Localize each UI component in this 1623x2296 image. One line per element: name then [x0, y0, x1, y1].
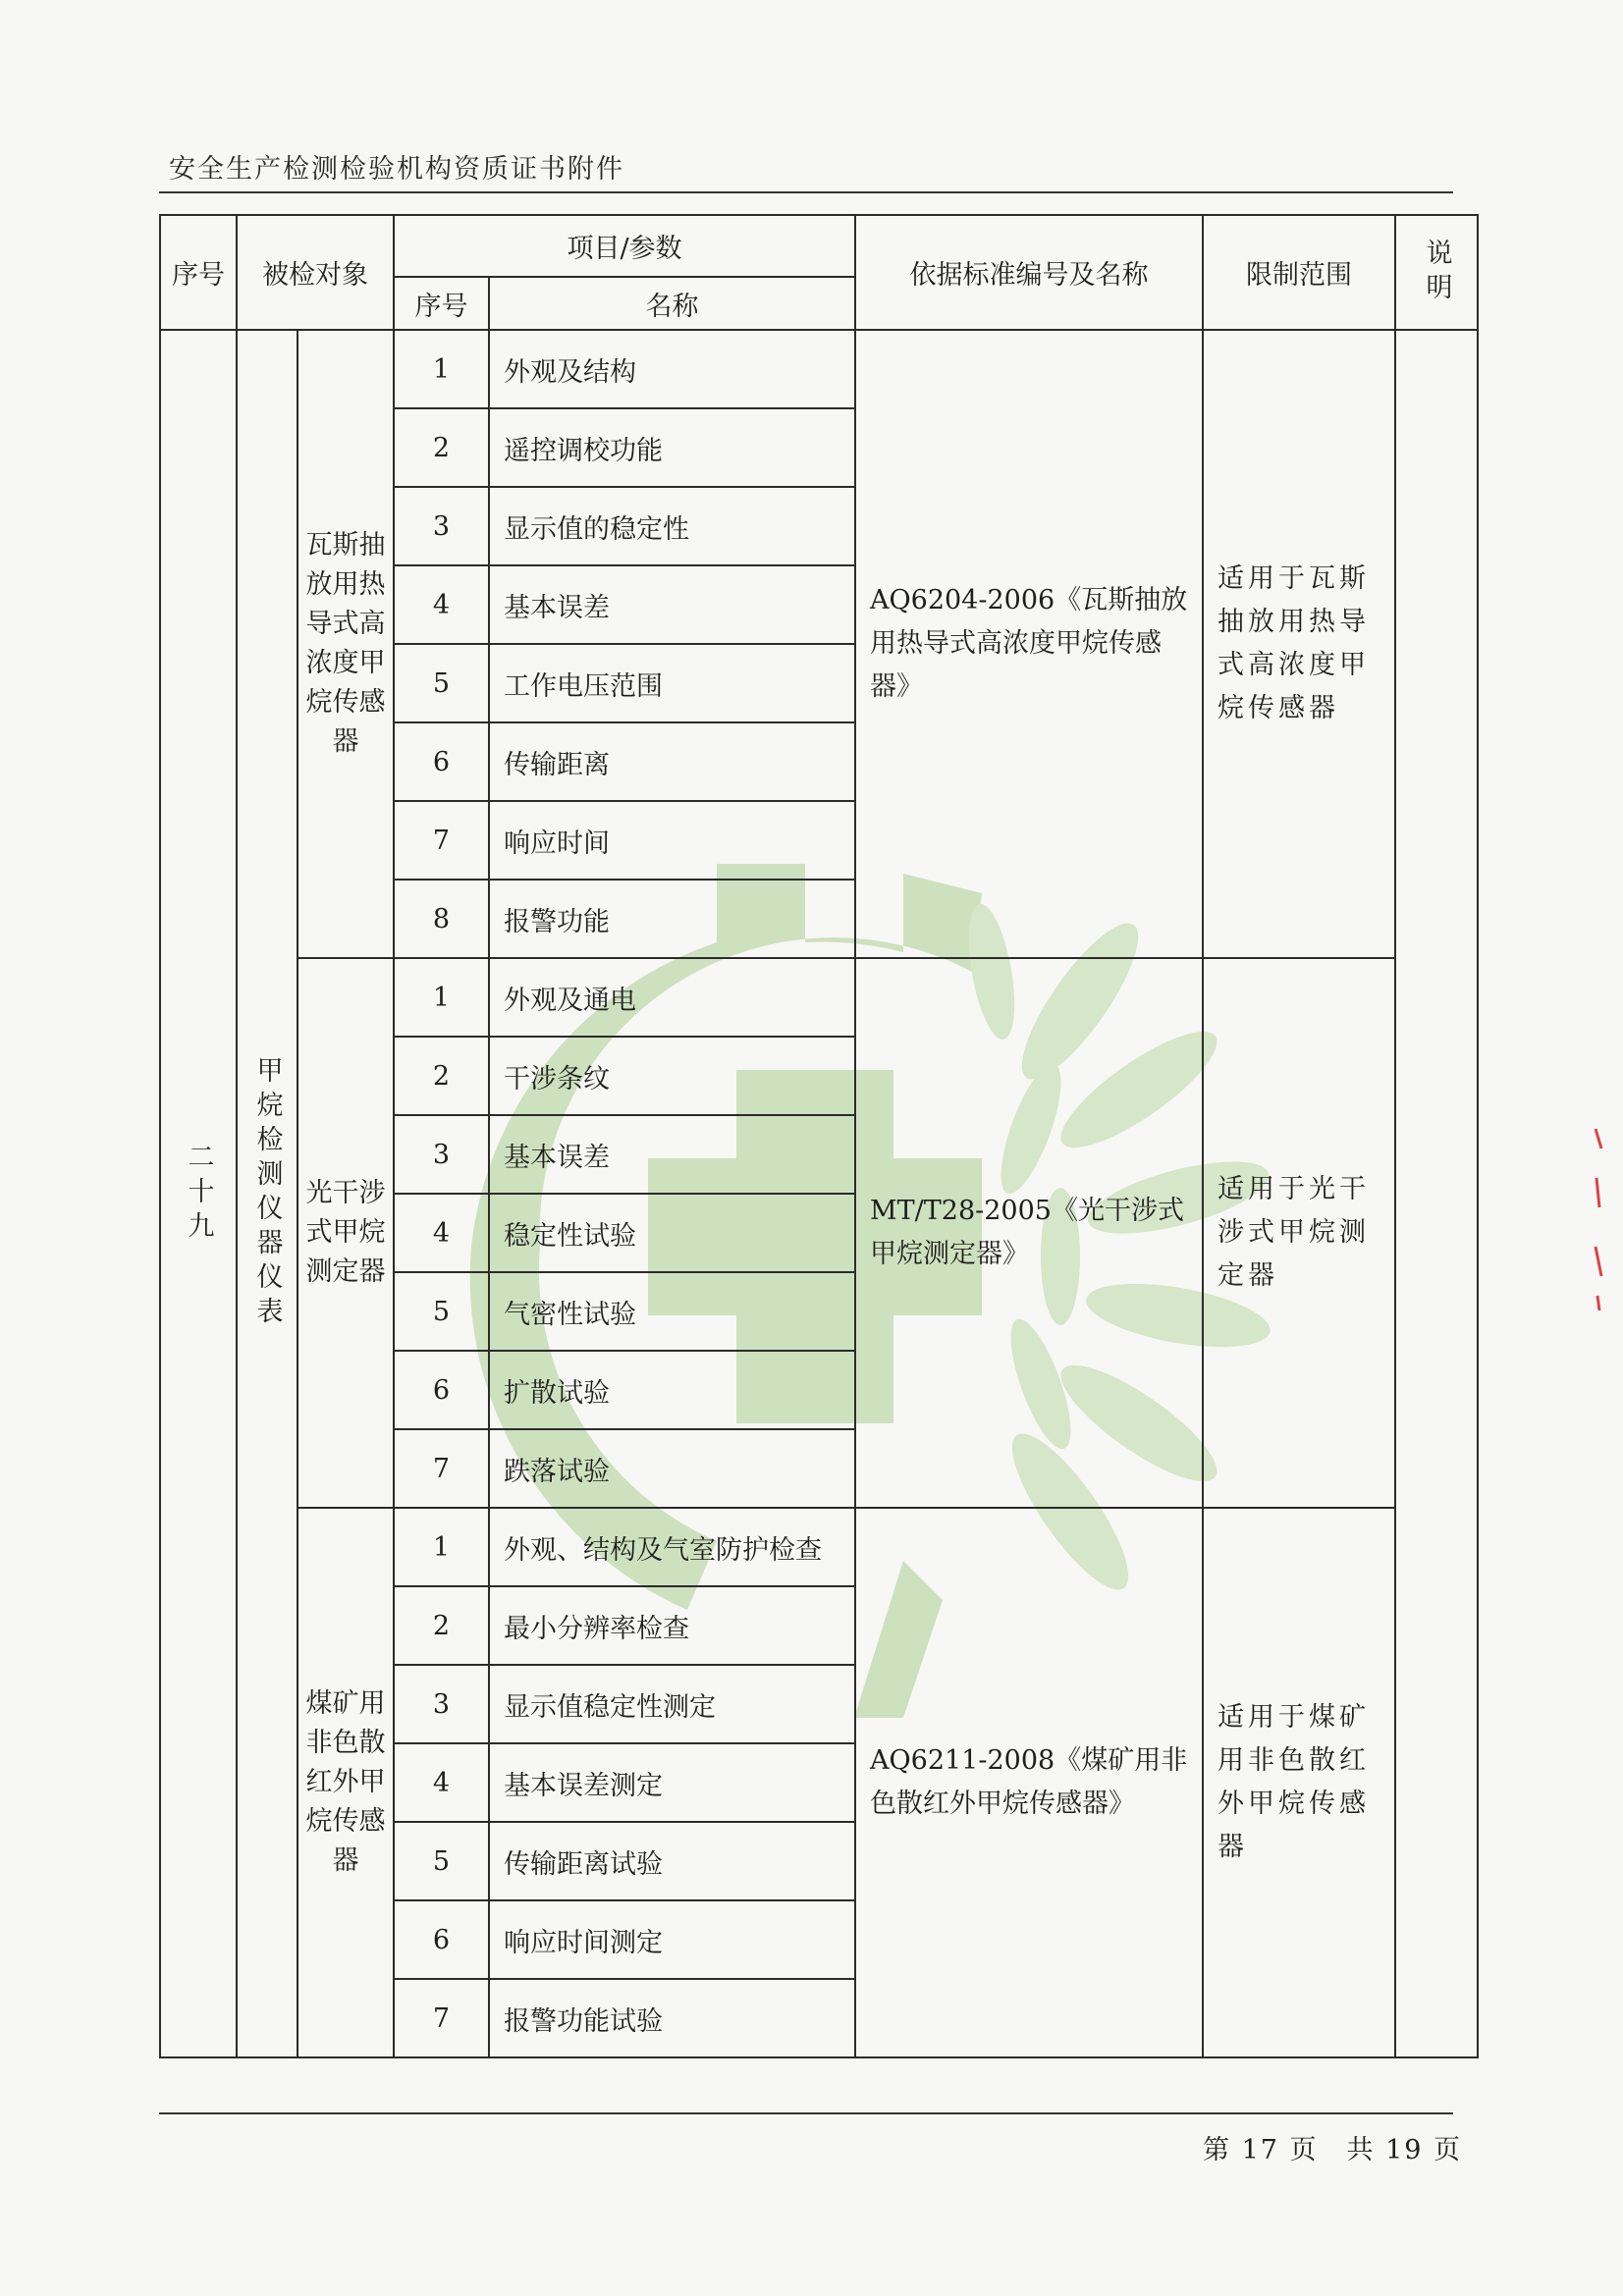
object-cell: 光干涉式甲烷测定器 — [298, 958, 394, 1508]
item-no: 1 — [394, 1508, 489, 1586]
item-name: 稳定性试验 — [489, 1194, 855, 1272]
item-name: 基本误差 — [489, 565, 855, 644]
item-no: 2 — [394, 1586, 489, 1665]
item-no: 3 — [394, 1115, 489, 1194]
item-no: 6 — [394, 722, 489, 801]
item-name: 外观、结构及气室防护检查 — [489, 1508, 855, 1586]
qualification-table — [159, 214, 1479, 2058]
red-seal-edge — [1594, 1119, 1603, 1315]
header-object: 被检对象 — [237, 215, 394, 330]
item-no: 3 — [394, 1665, 489, 1743]
item-name: 最小分辨率检查 — [489, 1586, 855, 1665]
row-seq: 二十九 — [160, 330, 237, 2057]
item-no: 5 — [394, 1822, 489, 1900]
standard-cell: AQ6204-2006《瓦斯抽放用热导式高浓度甲烷传感器》 — [855, 330, 1203, 958]
note-cell — [1395, 330, 1478, 2057]
item-no: 1 — [394, 958, 489, 1037]
header-seq: 序号 — [160, 215, 237, 330]
item-name: 响应时间测定 — [489, 1900, 855, 1979]
item-name: 传输距离试验 — [489, 1822, 855, 1900]
item-no: 7 — [394, 1979, 489, 2057]
item-name: 外观及结构 — [489, 330, 855, 408]
item-name: 气密性试验 — [489, 1272, 855, 1351]
header-note: 说明 — [1395, 215, 1478, 330]
item-name: 报警功能 — [489, 880, 855, 958]
document-header-title: 安全生产检测检验机构资质证书附件 — [169, 154, 624, 185]
item-no: 4 — [394, 1194, 489, 1272]
item-no: 7 — [394, 801, 489, 880]
header-rule — [159, 191, 1453, 193]
item-name: 基本误差 — [489, 1115, 855, 1194]
item-name: 报警功能试验 — [489, 1979, 855, 2057]
item-no: 5 — [394, 1272, 489, 1351]
item-name: 工作电压范围 — [489, 644, 855, 722]
item-name: 干涉条纹 — [489, 1037, 855, 1115]
item-name: 遥控调校功能 — [489, 408, 855, 487]
item-name: 扩散试验 — [489, 1351, 855, 1429]
standard-cell: AQ6211-2008《煤矿用非色散红外甲烷传感器》 — [855, 1508, 1203, 2057]
header-item-no: 序号 — [394, 277, 489, 330]
item-name: 基本误差测定 — [489, 1743, 855, 1822]
item-no: 5 — [394, 644, 489, 722]
category-cell: 甲烷检测仪器仪表 — [237, 330, 298, 2057]
item-no: 4 — [394, 565, 489, 644]
item-no: 2 — [394, 408, 489, 487]
header-limit: 限制范围 — [1203, 215, 1395, 330]
item-no: 2 — [394, 1037, 489, 1115]
item-name: 外观及通电 — [489, 958, 855, 1037]
item-no: 4 — [394, 1743, 489, 1822]
header-items: 项目/参数 — [394, 215, 855, 277]
item-name: 显示值稳定性测定 — [489, 1665, 855, 1743]
page-number: 第 17 页 共 19 页 — [1203, 2135, 1463, 2165]
item-name: 显示值的稳定性 — [489, 487, 855, 565]
limit-cell: 适用于煤矿用非色散红外甲烷传感器 — [1203, 1508, 1395, 2057]
item-no: 6 — [394, 1351, 489, 1429]
header-standard: 依据标准编号及名称 — [855, 215, 1203, 330]
item-name: 传输距离 — [489, 722, 855, 801]
item-name: 跌落试验 — [489, 1429, 855, 1508]
item-no: 8 — [394, 880, 489, 958]
item-no: 1 — [394, 330, 489, 408]
limit-cell: 适用于瓦斯抽放用热导式高浓度甲烷传感器 — [1203, 330, 1395, 958]
item-no: 7 — [394, 1429, 489, 1508]
item-no: 6 — [394, 1900, 489, 1979]
header-item-name: 名称 — [489, 277, 855, 330]
item-no: 3 — [394, 487, 489, 565]
object-cell: 瓦斯抽放用热导式高浓度甲烷传感器 — [298, 330, 394, 958]
limit-cell: 适用于光干涉式甲烷测定器 — [1203, 958, 1395, 1508]
standard-cell: MT/T28-2005《光干涉式甲烷测定器》 — [855, 958, 1203, 1508]
footer-rule — [159, 2112, 1453, 2114]
item-name: 响应时间 — [489, 801, 855, 880]
object-cell: 煤矿用非色散红外甲烷传感器 — [298, 1508, 394, 2057]
